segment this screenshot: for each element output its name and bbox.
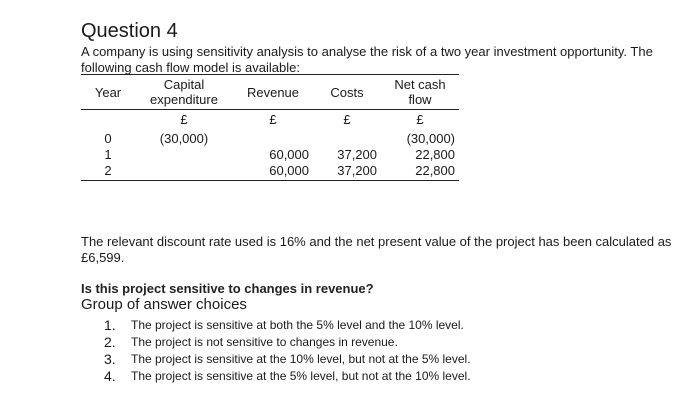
choice-text: The project is not sensitive to changes in revenue. [131, 335, 398, 349]
cell-year: 0 [104, 131, 112, 146]
choice-number: 3. [104, 351, 116, 367]
cell-capital-expenditure [135, 147, 233, 163]
unit-costs: £ [343, 112, 351, 127]
answer-choices-list [104, 317, 471, 385]
choice-number: 1. [104, 317, 116, 333]
question-title: Question 4 [81, 20, 178, 42]
cell-net-cash-flow: (30,000) [406, 131, 455, 146]
cell-revenue: 60,000 [233, 163, 313, 181]
cell-revenue: 60,000 [269, 147, 309, 162]
table-units-row [81, 110, 459, 132]
cell-capital-expenditure [135, 163, 233, 181]
choice-text: The project is sensitive at the 10% level, but not at the 5% level. [131, 352, 471, 366]
header-net-cash-flow: Net cash flow [381, 75, 459, 110]
question-prompt: Is this project sensitive to changes in revenue? [81, 281, 374, 296]
cell-costs [313, 131, 381, 147]
unit-revenue: £ [269, 112, 277, 127]
table-row [81, 147, 459, 163]
cell-revenue [233, 131, 313, 147]
choice-text: The project is sensitive at both the 5% level and the 10% level. [131, 318, 464, 332]
unit-net-cash-flow: £ [416, 112, 424, 127]
cell-costs: 37,200 [337, 147, 377, 162]
header-capital-expenditure: Capital expenditure [135, 75, 233, 110]
table-row [81, 131, 459, 147]
answer-group-label: Group of answer choices [81, 296, 247, 313]
cash-flow-table [81, 74, 459, 181]
answer-choice-2[interactable] [104, 334, 471, 351]
header-revenue: Revenue [233, 75, 313, 110]
choice-number: 2. [104, 334, 116, 350]
answer-choice-3[interactable] [104, 351, 471, 368]
header-year: Year [81, 75, 135, 110]
question-intro: A company is using sensitivity analysis to analyse the risk of a two year investment opportunity. The following cash flow model is available: [81, 44, 653, 75]
answer-choice-1[interactable] [104, 317, 471, 334]
discount-rate-text: The relevant discount rate used is 16% and the net present value of the project has been calculated as £6,599. [81, 234, 672, 265]
table-row [81, 163, 459, 181]
cell-net-cash-flow: 22,800 [415, 147, 455, 162]
cell-costs: 37,200 [313, 163, 381, 181]
cell-capital-expenditure: (30,000) [159, 131, 209, 146]
choice-text: The project is sensitive at the 5% level, but not at the 10% level. [131, 369, 471, 383]
answer-choice-4[interactable] [104, 368, 471, 385]
cell-year: 1 [104, 147, 112, 162]
table-header-row [81, 75, 459, 110]
unit-capital-expenditure: £ [180, 112, 188, 127]
cell-year: 2 [81, 163, 135, 181]
header-costs: Costs [313, 75, 381, 110]
choice-number: 4. [104, 368, 116, 384]
unit-year [81, 110, 135, 132]
cell-net-cash-flow: 22,800 [381, 163, 459, 181]
